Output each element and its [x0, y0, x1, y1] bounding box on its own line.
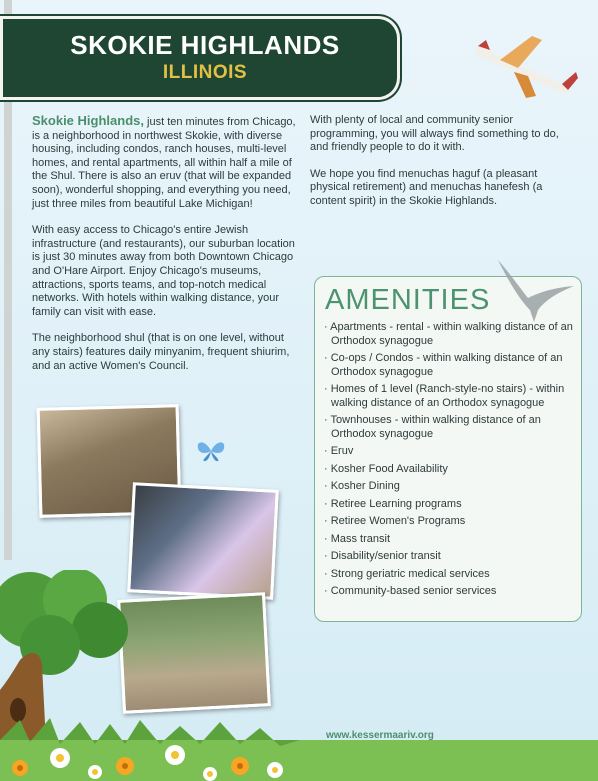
shul-paragraph: The neighborhood shul (that is on one level, without any stairs) features daily minyanim, frequent shiurim, and an active Women's Council. — [32, 332, 290, 372]
amenity-item: · Kosher Dining — [324, 480, 400, 493]
amenity-item: · Retiree Women's Programs — [324, 515, 466, 528]
intro-column — [32, 114, 300, 386]
amenity-item: · Apartments - rental - within walking distance of an Orthodox synagogue — [324, 321, 573, 347]
amenities-list — [324, 321, 574, 603]
programming-paragraph: With plenty of local and community senior programming, you will always find something to do, and friendly people to do it with. — [310, 114, 559, 154]
hope-paragraph: We hope you find menuchas haguf (a pleasant physical retirement) and menuchas hanefesh (a content spirit) in the Skokie Highlands. — [310, 167, 543, 207]
amenities-title: AMENITIES — [325, 284, 491, 316]
amenity-item: · Townhouses - within walking distance of an Orthodox synagogue — [324, 414, 541, 440]
access-paragraph: With easy access to Chicago's entire Jewish infrastructure (and restaurants), our suburban location is just 30 minutes away from both Downtown Chicago and O'Hare Airport. Enjoy Chicago's museums, attractions, sports teams, and top-notch medical networks. With hotels within walking distance, your family can visit with ease. — [32, 224, 295, 318]
programming-column — [310, 114, 578, 222]
page-subtitle: ILLINOIS — [162, 62, 248, 83]
amenity-item: · Co-ops / Condos - within walking distance of an Orthodox synagogue — [324, 352, 563, 378]
amenity-item: · Strong geriatric medical services — [324, 567, 490, 580]
photo-child-reading — [127, 482, 279, 599]
intro-paragraph — [32, 114, 300, 211]
page-title: SKOKIE HIGHLANDS — [70, 30, 340, 60]
butterfly-icon — [196, 440, 226, 462]
website-link[interactable]: www.kessermaariv.org — [326, 730, 434, 741]
flower-border-illustration — [0, 700, 598, 781]
amenity-item: · Mass transit — [324, 532, 391, 545]
photo-outdoor-event — [117, 592, 271, 714]
intro-text: just ten minutes from Chicago, is a neighborhood in northwest Skokie, with diverse housing, including condos, ranch houses, multi-level homes, and rental apartments, all within half a mile of the Shul. There is also an eruv (that will be expanded soon), wonderful shopping, and everything you need, just three miles from beautiful Lake Michigan! — [32, 116, 296, 210]
bird-icon — [494, 258, 578, 324]
amenity-item: · Disability/senior transit — [324, 550, 441, 563]
amenity-item: · Eruv — [324, 445, 354, 458]
airplane-icon — [470, 26, 580, 106]
intro-lead: Skokie Highlands, — [32, 113, 144, 128]
amenity-item: · Kosher Food Availability — [324, 462, 448, 475]
amenity-item: · Community-based senior services — [324, 585, 497, 598]
amenity-item: · Retiree Learning programs — [324, 497, 462, 510]
amenity-item: · Homes of 1 level (Ranch-style-no stairs) - within walking distance of an Orthodox synagogue — [324, 383, 565, 409]
